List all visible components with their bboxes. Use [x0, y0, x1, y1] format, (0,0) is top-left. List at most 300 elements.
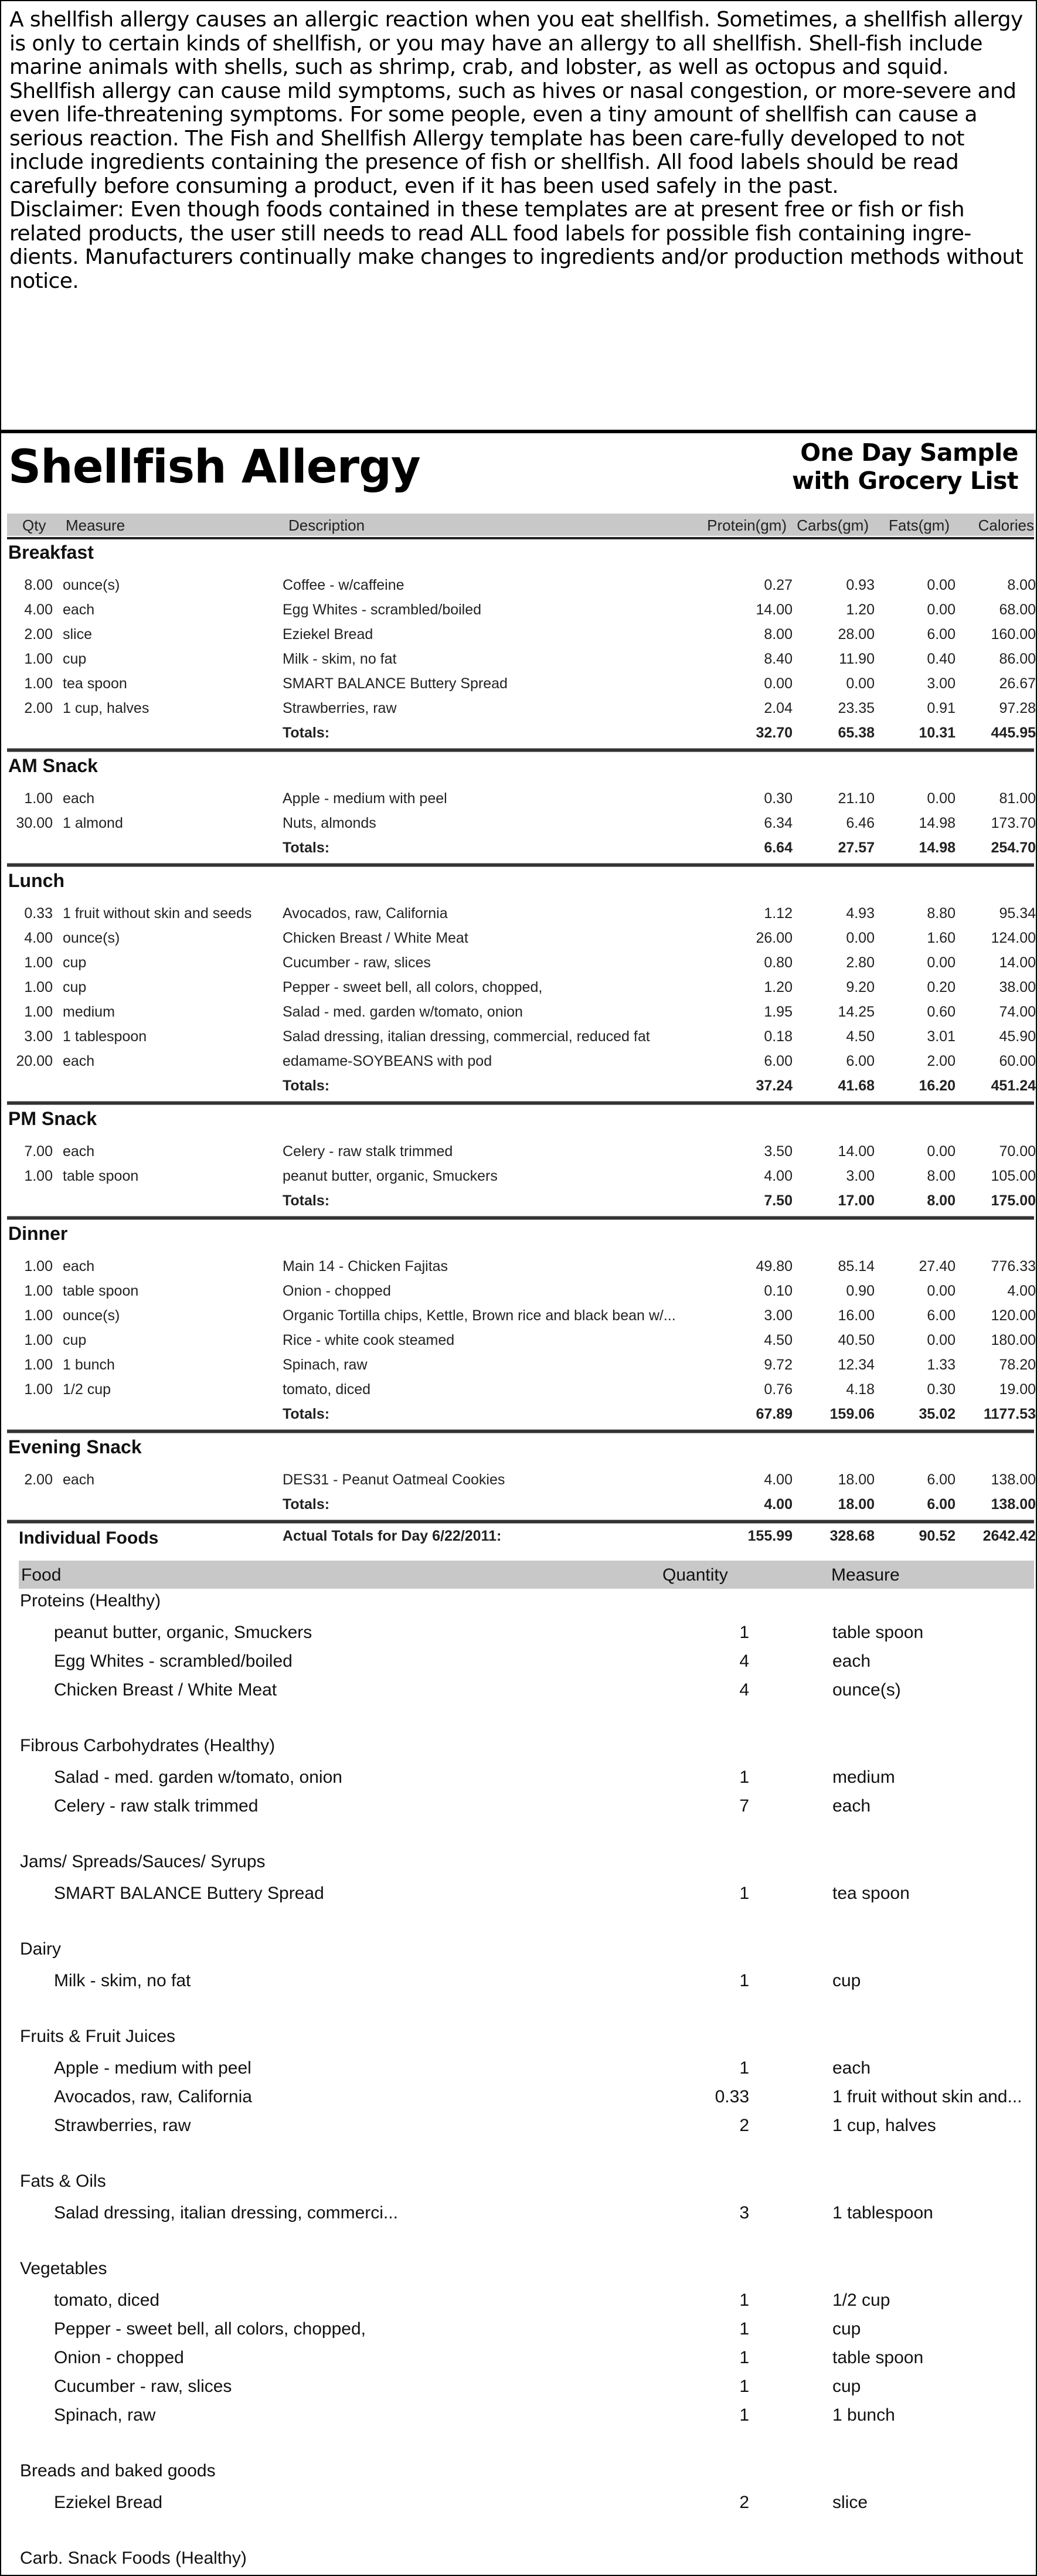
- total-protein: 7.50: [764, 1192, 793, 1209]
- meal-item-row: [7, 646, 1034, 671]
- grocery-category: Breads and baked goods: [20, 2461, 216, 2480]
- day-total-carbs: 328.68: [829, 1528, 875, 1544]
- header-fats: Fats(gm): [889, 516, 950, 534]
- total-carbs: 41.68: [838, 1078, 875, 1094]
- item-fats: 6.00: [927, 1471, 956, 1488]
- disclaimer-paragraph: Disclaimer: Even though foods contained in these templates are at present free or fish or fish related products, the user still needs to read ALL food labels for possible fish containing ingre-dients. Manufacturers continually make changes to ingredients and/or production methods without notice.: [9, 198, 1024, 293]
- item-fats: 8.00: [927, 1168, 956, 1184]
- grocery-item-row: [19, 2056, 1034, 2083]
- item-protein: 4.50: [764, 1332, 793, 1348]
- day-totals-row: [7, 1523, 1034, 1548]
- total-calories: 1177.53: [984, 1406, 1036, 1422]
- meal-item-row: [7, 900, 1034, 925]
- item-qty: 1.00: [24, 1381, 53, 1398]
- grocery-item-row: [19, 2113, 1034, 2140]
- item-measure: ounce(s): [63, 1307, 120, 1324]
- section-rule: [7, 863, 1034, 867]
- item-protein: 0.80: [764, 954, 793, 971]
- item-qty: 7.00: [24, 1143, 53, 1160]
- total-calories: 445.95: [991, 725, 1036, 741]
- item-qty: 0.33: [24, 905, 53, 922]
- meal-item-row: [7, 1278, 1034, 1303]
- total-carbs: 17.00: [838, 1192, 875, 1209]
- item-qty: 1.00: [24, 1258, 53, 1275]
- grocery-item-measure: cup: [832, 1971, 861, 1990]
- grocery-item-row: [19, 2317, 1034, 2344]
- item-protein: 8.40: [764, 651, 793, 667]
- total-carbs: 65.38: [838, 725, 875, 741]
- grocery-header-quantity: Quantity: [662, 1565, 728, 1585]
- total-fats: 8.00: [927, 1192, 956, 1209]
- grocery-item-row: [19, 2201, 1034, 2228]
- item-qty: 2.00: [24, 626, 53, 643]
- meal-title: Lunch: [8, 870, 64, 891]
- grocery-item-measure: 1 bunch: [832, 2405, 895, 2425]
- meal-title: Dinner: [8, 1223, 68, 1244]
- item-qty: 1.00: [24, 675, 53, 692]
- meal-item-row: [7, 572, 1034, 597]
- item-qty: 8.00: [24, 577, 53, 593]
- item-protein: 3.00: [764, 1307, 793, 1324]
- grocery-item-food: Strawberries, raw: [54, 2116, 191, 2135]
- item-calories: 45.90: [999, 1028, 1036, 1045]
- grocery-category: Fibrous Carbohydrates (Healthy): [20, 1736, 276, 1755]
- grocery-item-row: [19, 1881, 1034, 1908]
- item-fats: 6.00: [927, 626, 956, 643]
- grocery-item-food: SMART BALANCE Buttery Spread: [54, 1884, 324, 1903]
- item-description: Eziekel Bread: [283, 626, 373, 643]
- grocery-item-food: tomato, diced: [54, 2290, 160, 2310]
- item-protein: 2.04: [764, 700, 793, 716]
- item-carbs: 14.25: [838, 1004, 875, 1020]
- item-measure: each: [63, 601, 95, 618]
- grocery-header-food: Food: [21, 1565, 62, 1585]
- day-total-calories: 2642.42: [982, 1528, 1036, 1544]
- grocery-item-quantity: 4: [739, 1680, 749, 1700]
- total-protein: 37.24: [756, 1078, 793, 1094]
- total-calories: 254.70: [991, 840, 1036, 856]
- grocery-category: Fats & Oils: [20, 2171, 106, 2191]
- item-description: Organic Tortilla chips, Kettle, Brown rice and black bean w/...: [283, 1307, 676, 1324]
- item-qty: 30.00: [16, 815, 53, 831]
- item-carbs: 12.34: [838, 1357, 875, 1373]
- item-fats: 3.00: [927, 675, 956, 692]
- meal-item-row: [7, 950, 1034, 974]
- meal-item-row: [7, 695, 1034, 720]
- item-measure: cup: [63, 979, 87, 995]
- grocery-item-quantity: 7: [739, 1796, 749, 1816]
- item-measure: 1/2 cup: [63, 1381, 111, 1398]
- item-calories: 26.67: [999, 675, 1036, 692]
- grocery-item-measure: each: [832, 2058, 871, 2078]
- meal-item-row: [7, 1163, 1034, 1188]
- item-fats: 0.00: [927, 1332, 956, 1348]
- item-description: Strawberries, raw: [283, 700, 397, 716]
- item-fats: 0.00: [927, 601, 956, 618]
- grocery-item-row: [19, 1969, 1034, 1996]
- item-qty: 20.00: [16, 1053, 53, 1069]
- item-description: Onion - chopped: [283, 1283, 391, 1299]
- item-description: Main 14 - Chicken Fajitas: [283, 1258, 448, 1275]
- item-fats: 8.80: [927, 905, 956, 922]
- item-carbs: 11.90: [839, 651, 875, 667]
- item-carbs: 85.14: [838, 1258, 875, 1275]
- meal-item-row: [7, 1303, 1034, 1327]
- item-carbs: 0.90: [846, 1283, 875, 1299]
- meal-item-row: [7, 786, 1034, 810]
- total-protein: 32.70: [756, 725, 793, 741]
- subtitle-line-1: One Day Sample: [800, 439, 1018, 467]
- item-protein: 1.20: [764, 979, 793, 995]
- total-carbs: 159.06: [829, 1406, 875, 1422]
- item-calories: 180.00: [991, 1332, 1036, 1348]
- header-carbs: Carbs(gm): [797, 516, 869, 534]
- grocery-table-header: [19, 1561, 1034, 1589]
- grocery-item-food: Apple - medium with peel: [54, 2058, 251, 2078]
- meal-table-header: [7, 514, 1034, 536]
- grocery-item-row: [19, 2403, 1034, 2430]
- header-rule: [7, 537, 1034, 539]
- item-fats: 1.60: [927, 930, 956, 946]
- item-description: Milk - skim, no fat: [283, 651, 397, 667]
- grocery-item-measure: cup: [832, 2377, 861, 2396]
- total-fats: 35.02: [919, 1406, 956, 1422]
- grocery-item-quantity: 2: [739, 2116, 749, 2135]
- item-fats: 2.00: [927, 1053, 956, 1069]
- item-carbs: 18.00: [838, 1471, 875, 1488]
- item-protein: 1.95: [764, 1004, 793, 1020]
- grocery-item-food: Salad dressing, italian dressing, commerci...: [54, 2203, 398, 2222]
- grocery-item-food: Salad - med. garden w/tomato, onion: [54, 1768, 342, 1787]
- item-measure: cup: [63, 954, 87, 971]
- grocery-category: Fruits & Fruit Juices: [20, 2027, 176, 2046]
- item-measure: table spoon: [63, 1168, 139, 1184]
- grocery-item-quantity: 3: [739, 2203, 749, 2222]
- grocery-item-quantity: 4: [739, 1651, 749, 1671]
- grocery-item-measure: table spoon: [832, 2348, 924, 2367]
- grocery-item-quantity: 1: [739, 2319, 749, 2339]
- section-rule: [7, 1216, 1034, 1220]
- item-protein: 49.80: [756, 1258, 793, 1275]
- subtitle-line-2: with Grocery List: [791, 467, 1018, 495]
- grocery-item-row: [19, 2288, 1034, 2315]
- item-qty: 3.00: [24, 1028, 53, 1045]
- item-measure: 1 fruit without skin and seeds: [63, 905, 252, 922]
- totals-label: Totals:: [283, 1078, 330, 1094]
- grocery-category: Carb. Snack Foods (Healthy): [20, 2548, 247, 2568]
- total-protein: 6.64: [764, 840, 793, 856]
- grocery-item-measure: ounce(s): [832, 1680, 901, 1700]
- item-qty: 2.00: [24, 1471, 53, 1488]
- item-calories: 14.00: [999, 954, 1036, 971]
- item-description: Salad dressing, italian dressing, commercial, reduced fat: [283, 1028, 650, 1045]
- item-protein: 0.30: [764, 790, 793, 807]
- item-calories: 124.00: [991, 930, 1036, 946]
- item-carbs: 21.10: [838, 790, 875, 807]
- header-calories: Calories: [978, 516, 1034, 534]
- item-fats: 0.30: [927, 1381, 956, 1398]
- totals-label: Totals:: [283, 1496, 330, 1513]
- grocery-item-food: Onion - chopped: [54, 2348, 184, 2367]
- item-calories: 138.00: [991, 1471, 1036, 1488]
- section-divider: [1, 430, 1036, 433]
- grocery-item-measure: tea spoon: [832, 1884, 910, 1903]
- grocery-item-food: Avocados, raw, California: [54, 2087, 252, 2106]
- meal-totals-row: [7, 1073, 1034, 1097]
- grocery-item-quantity: 1: [739, 2348, 749, 2367]
- item-protein: 0.27: [764, 577, 793, 593]
- section-rule: [7, 1101, 1034, 1105]
- meal-item-row: [7, 1377, 1034, 1401]
- grocery-item-quantity: 1: [739, 2290, 749, 2310]
- grocery-item-measure: 1 cup, halves: [832, 2116, 936, 2135]
- grocery-item-quantity: 1: [739, 1768, 749, 1787]
- grocery-item-food: Spinach, raw: [54, 2405, 156, 2425]
- item-measure: 1 cup, halves: [63, 700, 149, 716]
- item-carbs: 2.80: [846, 954, 875, 971]
- header-measure: Measure: [66, 516, 125, 534]
- grocery-item-quantity: 1: [739, 2058, 749, 2078]
- item-qty: 1.00: [24, 790, 53, 807]
- meal-item-row: [7, 671, 1034, 695]
- item-calories: 78.20: [999, 1357, 1036, 1373]
- item-calories: 38.00: [999, 979, 1036, 995]
- item-calories: 120.00: [991, 1307, 1036, 1324]
- day-totals-label: Actual Totals for Day 6/22/2011:: [283, 1528, 502, 1544]
- totals-label: Totals:: [283, 840, 330, 856]
- meal-title: PM Snack: [8, 1108, 97, 1129]
- item-fats: 1.33: [927, 1357, 956, 1373]
- totals-label: Totals:: [283, 1406, 330, 1422]
- section-rule: [7, 748, 1034, 752]
- item-measure: 1 tablespoon: [63, 1028, 147, 1045]
- intro-box: [1, 1, 1036, 429]
- item-description: Spinach, raw: [283, 1357, 368, 1373]
- grocery-item-measure: medium: [832, 1768, 895, 1787]
- item-fats: 0.00: [927, 1283, 956, 1299]
- grocery-item-row: [19, 1794, 1034, 1821]
- item-calories: 95.34: [999, 905, 1036, 922]
- grocery-item-food: Eziekel Bread: [54, 2493, 163, 2512]
- grocery-item-food: Egg Whites - scrambled/boiled: [54, 1651, 293, 1671]
- item-qty: 1.00: [24, 979, 53, 995]
- total-fats: 16.20: [919, 1078, 956, 1094]
- item-description: Avocados, raw, California: [283, 905, 448, 922]
- meal-item-row: [7, 597, 1034, 621]
- item-protein: 3.50: [764, 1143, 793, 1160]
- item-description: SMART BALANCE Buttery Spread: [283, 675, 508, 692]
- item-fats: 0.00: [927, 577, 956, 593]
- meal-item-row: [7, 1048, 1034, 1073]
- item-calories: 68.00: [999, 601, 1036, 618]
- item-carbs: 6.46: [846, 815, 875, 831]
- item-qty: 1.00: [24, 954, 53, 971]
- item-carbs: 16.00: [838, 1307, 875, 1324]
- grocery-item-measure: slice: [832, 2493, 868, 2512]
- meal-totals-row: [7, 835, 1034, 859]
- item-qty: 1.00: [24, 1332, 53, 1348]
- item-calories: 776.33: [991, 1258, 1036, 1275]
- day-total-fats: 90.52: [919, 1528, 956, 1544]
- item-carbs: 0.00: [846, 675, 875, 692]
- item-carbs: 23.35: [838, 700, 875, 716]
- grocery-item-measure: cup: [832, 2319, 861, 2339]
- item-description: DES31 - Peanut Oatmeal Cookies: [283, 1471, 505, 1488]
- grocery-category: Vegetables: [20, 2259, 107, 2278]
- grocery-category: Jams/ Spreads/Sauces/ Syrups: [20, 1852, 266, 1871]
- item-carbs: 0.93: [846, 577, 875, 593]
- total-carbs: 18.00: [838, 1496, 875, 1513]
- meal-totals-row: [7, 720, 1034, 745]
- meal-item-row: [7, 1139, 1034, 1163]
- meal-item-row: [7, 925, 1034, 950]
- item-qty: 1.00: [24, 1283, 53, 1299]
- item-measure: each: [63, 1143, 95, 1160]
- total-protein: 67.89: [756, 1406, 793, 1422]
- item-measure: each: [63, 1053, 95, 1069]
- grocery-item-row: [19, 1765, 1034, 1792]
- meal-item-row: [7, 1467, 1034, 1491]
- grocery-item-quantity: 0.33: [715, 2087, 749, 2106]
- meal-title: Breakfast: [8, 542, 94, 563]
- meal-totals-row: [7, 1491, 1034, 1516]
- totals-label: Totals:: [283, 1192, 330, 1209]
- grocery-item-measure: 1 fruit without skin and...: [832, 2087, 1022, 2106]
- item-protein: 0.18: [764, 1028, 793, 1045]
- grocery-item-row: [19, 1678, 1034, 1705]
- item-qty: 1.00: [24, 651, 53, 667]
- item-calories: 4.00: [1007, 1283, 1036, 1299]
- item-calories: 70.00: [999, 1143, 1036, 1160]
- grocery-item-quantity: 1: [739, 1623, 749, 1642]
- grocery-header-measure: Measure: [831, 1565, 900, 1585]
- page-title: Shellfish Allergy: [8, 441, 420, 494]
- item-measure: cup: [63, 1332, 87, 1348]
- grocery-item-food: Chicken Breast / White Meat: [54, 1680, 277, 1700]
- header-qty: Qty: [22, 516, 46, 534]
- grocery-item-row: [19, 2374, 1034, 2401]
- item-fats: 6.00: [927, 1307, 956, 1324]
- item-calories: 97.28: [999, 700, 1036, 716]
- item-description: Coffee - w/caffeine: [283, 577, 404, 593]
- grocery-item-quantity: 1: [739, 1971, 749, 1990]
- item-measure: each: [63, 790, 95, 807]
- item-fats: 0.00: [927, 954, 956, 971]
- item-measure: table spoon: [63, 1283, 139, 1299]
- item-description: Egg Whites - scrambled/boiled: [283, 601, 482, 618]
- item-description: Rice - white cook steamed: [283, 1332, 455, 1348]
- item-protein: 0.76: [764, 1381, 793, 1398]
- item-measure: cup: [63, 651, 87, 667]
- item-measure: tea spoon: [63, 675, 127, 692]
- item-fats: 0.00: [927, 1143, 956, 1160]
- grocery-item-measure: 1/2 cup: [832, 2290, 890, 2310]
- grocery-item-row: [19, 2490, 1034, 2517]
- item-carbs: 9.20: [846, 979, 875, 995]
- total-calories: 138.00: [991, 1496, 1036, 1513]
- item-measure: 1 bunch: [63, 1357, 115, 1373]
- meal-item-row: [7, 810, 1034, 835]
- item-protein: 0.10: [764, 1283, 793, 1299]
- header-protein: Protein(gm): [707, 516, 787, 534]
- item-description: Nuts, almonds: [283, 815, 376, 831]
- grocery-item-quantity: 1: [739, 2405, 749, 2425]
- total-fats: 10.31: [919, 725, 956, 741]
- item-carbs: 1.20: [846, 601, 875, 618]
- item-qty: 2.00: [24, 700, 53, 716]
- meal-item-row: [7, 1024, 1034, 1048]
- item-description: Cucumber - raw, slices: [283, 954, 431, 971]
- item-carbs: 4.18: [846, 1381, 875, 1398]
- item-fats: 0.00: [927, 790, 956, 807]
- item-calories: 19.00: [999, 1381, 1036, 1398]
- item-protein: 9.72: [764, 1357, 793, 1373]
- grocery-item-row: [19, 1649, 1034, 1676]
- item-calories: 81.00: [999, 790, 1036, 807]
- item-calories: 8.00: [1007, 577, 1036, 593]
- total-fats: 6.00: [927, 1496, 956, 1513]
- meal-title: AM Snack: [8, 755, 98, 776]
- item-fats: 0.40: [927, 651, 956, 667]
- item-protein: 0.00: [764, 675, 793, 692]
- item-calories: 160.00: [991, 626, 1036, 643]
- item-carbs: 6.00: [846, 1053, 875, 1069]
- item-qty: 1.00: [24, 1307, 53, 1324]
- intro-paragraph: A shellfish allergy causes an allergic reaction when you eat shellfish. Sometimes, a shellfish allergy is only to certain kinds of shellfish, or you may have an allergy to all shellfish. Shell-fish include marine animals with shells, such as shrimp, crab, and lobster, as well as octopus and squid. Shellfish allergy can cause mild symptoms, such as hives or nasal congestion, or more-severe and even life-threatening symptoms. For some people, even a tiny amount of shellfish can cause a serious reaction. The Fish and Shellfish Allergy template has been care-fully developed to not include ingredients containing the presence of fish or shellfish. All food labels should be read carefully before consuming a product, even if it has been used safely in the past.: [9, 8, 1023, 198]
- item-fats: 0.91: [927, 700, 956, 716]
- item-qty: 1.00: [24, 1004, 53, 1020]
- item-carbs: 4.93: [846, 905, 875, 922]
- grocery-item-food: Pepper - sweet bell, all colors, chopped,: [54, 2319, 366, 2339]
- meal-item-row: [7, 1253, 1034, 1278]
- totals-label: Totals:: [283, 725, 330, 741]
- item-fats: 3.01: [927, 1028, 956, 1045]
- meal-item-row: [7, 999, 1034, 1024]
- item-description: tomato, diced: [283, 1381, 371, 1398]
- item-qty: 1.00: [24, 1357, 53, 1373]
- item-carbs: 4.50: [846, 1028, 875, 1045]
- item-description: Salad - med. garden w/tomato, onion: [283, 1004, 523, 1020]
- grocery-item-food: Cucumber - raw, slices: [54, 2377, 232, 2396]
- meal-item-row: [7, 1352, 1034, 1377]
- item-measure: 1 almond: [63, 815, 123, 831]
- meal-item-row: [7, 974, 1034, 999]
- grocery-item-measure: 1 tablespoon: [832, 2203, 933, 2222]
- item-carbs: 3.00: [846, 1168, 875, 1184]
- item-calories: 74.00: [999, 1004, 1036, 1020]
- section-rule: [7, 1429, 1034, 1433]
- grocery-item-row: [19, 2346, 1034, 2373]
- item-protein: 14.00: [756, 601, 793, 618]
- day-total-protein: 155.99: [747, 1528, 793, 1544]
- header-description: Description: [288, 516, 365, 534]
- meal-item-row: [7, 1327, 1034, 1352]
- item-calories: 105.00: [991, 1168, 1036, 1184]
- item-measure: slice: [63, 626, 93, 643]
- total-protein: 4.00: [764, 1496, 793, 1513]
- total-fats: 14.98: [919, 840, 956, 856]
- item-protein: 6.34: [764, 815, 793, 831]
- grocery-item-measure: table spoon: [832, 1623, 924, 1642]
- grocery-category: Dairy: [20, 1939, 62, 1959]
- item-fats: 0.60: [927, 1004, 956, 1020]
- grocery-title: Individual Foods: [19, 1528, 159, 1548]
- item-protein: 4.00: [764, 1168, 793, 1184]
- item-protein: 4.00: [764, 1471, 793, 1488]
- item-fats: 14.98: [919, 815, 956, 831]
- item-protein: 6.00: [764, 1053, 793, 1069]
- meal-title: Evening Snack: [8, 1436, 142, 1457]
